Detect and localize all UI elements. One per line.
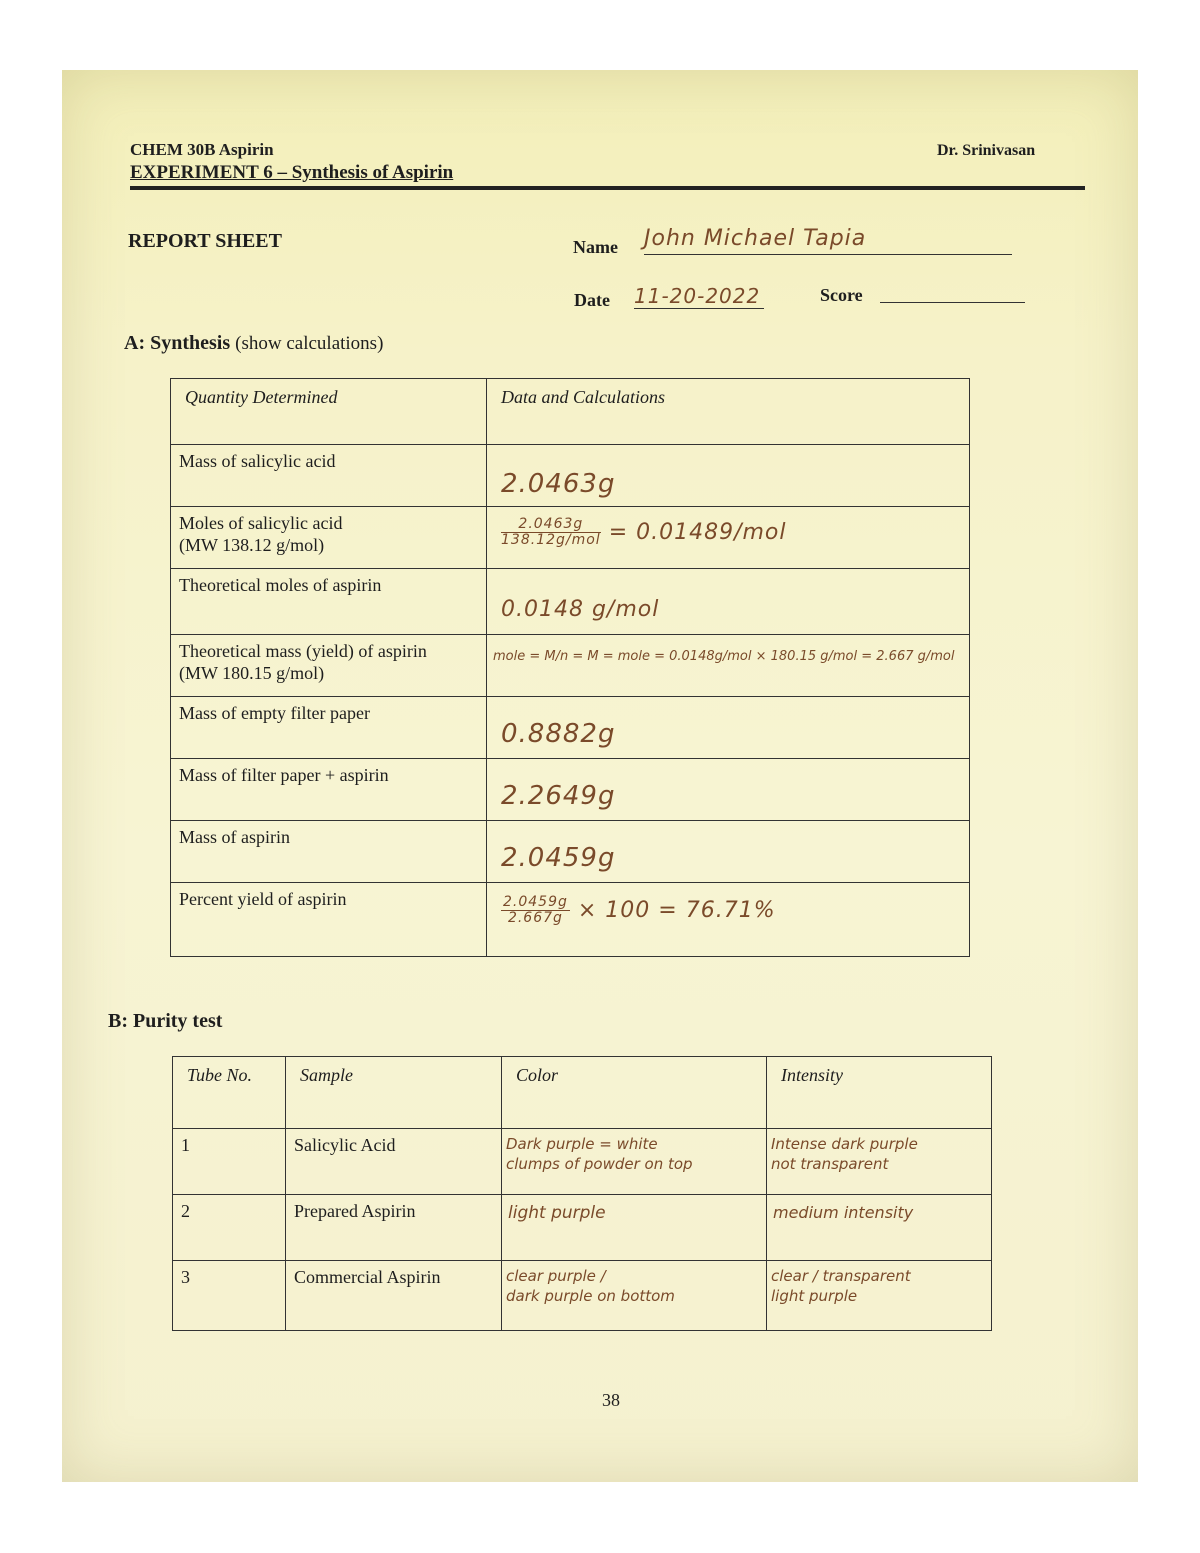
- col-header-data: Data and Calculations: [501, 387, 666, 407]
- synthesis-header-row: [171, 379, 970, 445]
- row-label: Mass of filter paper + aspirin: [179, 765, 389, 785]
- table-row: [171, 569, 970, 635]
- row-value: × 100 = 76.71%: [577, 897, 776, 923]
- table-row: [171, 635, 970, 697]
- sample-name: Prepared Aspirin: [294, 1201, 416, 1221]
- row-value[interactable]: 2.0463g: [501, 469, 616, 499]
- table-row: [171, 821, 970, 883]
- row-value-wrap[interactable]: [487, 507, 969, 559]
- course-title: CHEM 30B Aspirin: [130, 140, 274, 159]
- row-value[interactable]: 0.8882g: [501, 719, 616, 749]
- date-field[interactable]: 11-20-2022: [634, 284, 764, 309]
- row-label: Moles of salicylic acid: [179, 513, 343, 533]
- table-row: [173, 1195, 992, 1261]
- table-row: [171, 759, 970, 821]
- page-number: 38: [602, 1390, 620, 1410]
- report-sheet-paper: [62, 70, 1138, 1482]
- table-row: [173, 1129, 992, 1195]
- intensity-value[interactable]: medium intensity: [773, 1203, 914, 1222]
- table-row: [171, 697, 970, 759]
- section-a-subtitle: (show calculations): [235, 333, 384, 354]
- row-label: Theoretical moles of aspirin: [179, 575, 382, 595]
- fraction: $\frac{2.0463g}{\text{138.12g/mol}}$: [501, 516, 601, 549]
- col-header-tube: Tube No.: [187, 1065, 253, 1085]
- row-label: Mass of aspirin: [179, 827, 290, 847]
- color-value[interactable]: clear purple / dark purple on bottom: [506, 1267, 675, 1305]
- color-value[interactable]: light purple: [508, 1203, 606, 1223]
- row-value-wrap[interactable]: [487, 883, 969, 939]
- intensity-value[interactable]: clear / transparent light purple: [771, 1267, 911, 1305]
- sample-name: Commercial Aspirin: [294, 1267, 441, 1287]
- row-label: Mass of salicylic acid: [179, 451, 336, 471]
- tube-number: 3: [181, 1267, 190, 1287]
- score-label: Score: [820, 285, 863, 305]
- col-header-quantity: Quantity Determined: [185, 387, 338, 407]
- row-value[interactable]: 2.0459g: [501, 843, 616, 873]
- row-value[interactable]: 2.2649g: [501, 781, 616, 811]
- table-row: [171, 507, 970, 569]
- intensity-value[interactable]: Intense dark purple not transparent: [771, 1135, 918, 1173]
- purity-header-row: [173, 1057, 992, 1129]
- name-label: Name: [573, 237, 618, 257]
- sample-name: Salicylic Acid: [294, 1135, 396, 1155]
- date-label: Date: [574, 290, 610, 310]
- row-value[interactable]: 0.0148 g/mol: [501, 597, 660, 622]
- section-a-title: A: Synthesis: [124, 332, 231, 354]
- section-a-heading: [124, 332, 383, 355]
- table-row: [171, 445, 970, 507]
- col-header-sample: Sample: [300, 1065, 353, 1085]
- row-label: Theoretical mass (yield) of aspirin: [179, 641, 427, 661]
- report-title: REPORT SHEET: [128, 230, 282, 252]
- row-value: = 0.01489/mol: [608, 519, 787, 545]
- tube-number: 1: [181, 1135, 190, 1155]
- instructor-name: Dr. Srinivasan: [937, 142, 1036, 159]
- row-label: Mass of empty filter paper: [179, 703, 370, 723]
- synthesis-table: [170, 378, 970, 957]
- col-header-intensity: Intensity: [781, 1065, 843, 1085]
- purity-table: [172, 1056, 992, 1331]
- color-value[interactable]: Dark purple = white clumps of powder on top: [506, 1135, 693, 1173]
- tube-number: 2: [181, 1201, 190, 1221]
- table-row: [173, 1261, 992, 1331]
- section-b-title: B: Purity test: [108, 1010, 223, 1032]
- col-header-color: Color: [516, 1065, 559, 1085]
- name-field[interactable]: John Michael Tapia: [644, 226, 1012, 255]
- table-row: [171, 883, 970, 957]
- header-rule: [130, 186, 1085, 190]
- row-value[interactable]: mole = M/n = M = mole = 0.0148g/mol × 180.15 g/mol = 2.667 g/mol: [493, 649, 955, 664]
- experiment-title: EXPERIMENT 6 – Synthesis of Aspirin: [130, 162, 454, 183]
- row-label: Percent yield of aspirin: [179, 889, 347, 909]
- row-label-sub: (MW 138.12 g/mol): [179, 534, 325, 555]
- fraction: $\frac{2.0459g}{2.667g}$: [503, 894, 568, 927]
- row-label-sub: (MW 180.15 g/mol): [179, 662, 325, 683]
- score-field[interactable]: [880, 282, 1025, 303]
